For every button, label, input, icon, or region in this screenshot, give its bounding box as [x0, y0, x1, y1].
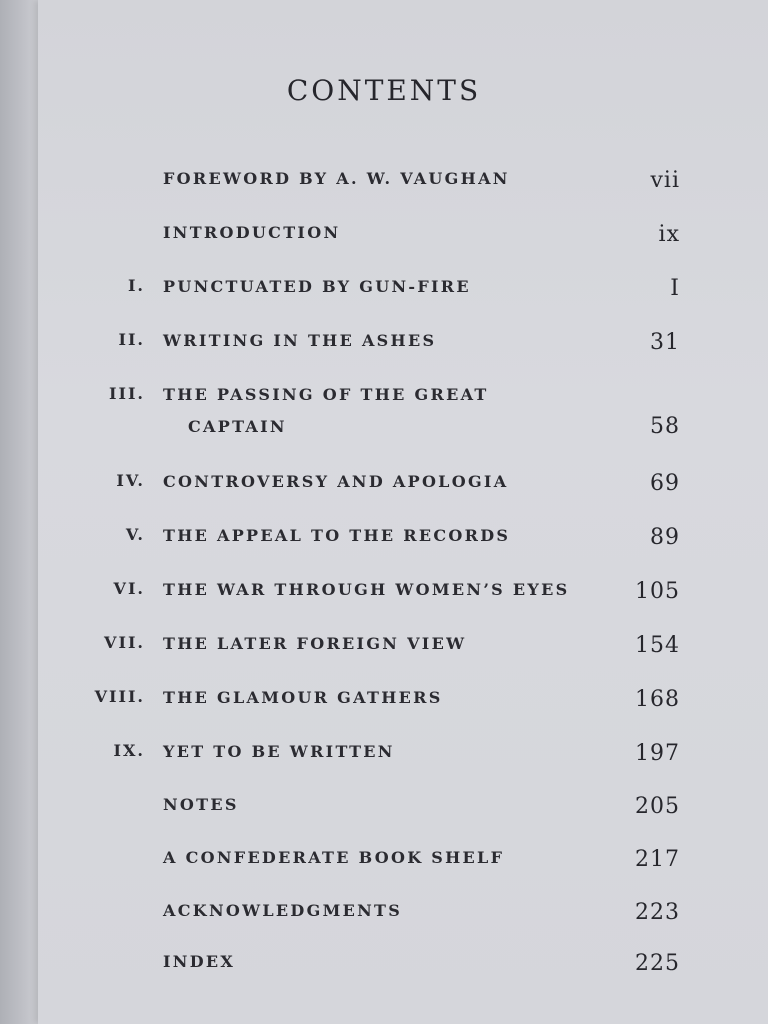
entry-title: THE APPEAL TO THE RECORDS — [163, 526, 511, 545]
entry-title: THE GLAMOUR GATHERS — [163, 688, 443, 707]
page-number: 31 — [650, 330, 680, 355]
entry-title: PUNCTUATED BY GUN-FIRE — [163, 277, 471, 296]
toc-entry-chapter-4 — [0, 471, 768, 511]
page-number: 223 — [635, 900, 680, 925]
toc-entry-index — [0, 951, 768, 991]
chapter-number: IX. — [113, 741, 145, 760]
chapter-number: V. — [125, 525, 145, 544]
toc-entry-chapter-1 — [0, 276, 768, 316]
chapter-number: VI. — [113, 579, 145, 598]
toc-entry-chapter-2 — [0, 330, 768, 370]
entry-title-line: THE PASSING OF THE GREAT — [163, 385, 489, 404]
contents-heading: CONTENTS — [286, 74, 482, 107]
page-number: 217 — [635, 847, 680, 872]
page-number: I — [670, 276, 680, 301]
toc-entry-chapter-7 — [0, 633, 768, 673]
entry-title-line: CAPTAIN — [188, 417, 287, 436]
toc-entry-foreword — [0, 168, 768, 208]
page-number: 154 — [635, 633, 680, 658]
toc-entry-introduction — [0, 222, 768, 262]
page-number: vii — [650, 168, 680, 193]
chapter-number: VII. — [104, 633, 145, 652]
entry-title: CONTROVERSY AND APOLOGIA — [163, 472, 509, 491]
page-number: 168 — [635, 687, 680, 712]
page-number: 89 — [650, 525, 680, 550]
page-number: 225 — [635, 951, 680, 976]
toc-entry-chapter-9 — [0, 741, 768, 781]
chapter-number: IV. — [116, 471, 145, 490]
page-number: 197 — [635, 741, 680, 766]
entry-title: A CONFEDERATE BOOK SHELF — [163, 848, 505, 867]
entry-title: THE WAR THROUGH WOMEN’S EYES — [163, 580, 570, 599]
page-number: 105 — [635, 579, 680, 604]
chapter-number: III. — [108, 384, 145, 403]
page-number: 205 — [635, 794, 680, 819]
chapter-number: VIII. — [94, 687, 145, 706]
toc-entry-chapter-8 — [0, 687, 768, 727]
entry-title — [163, 379, 489, 443]
toc-entry-chapter-5 — [0, 525, 768, 565]
toc-entry-acknowledgments — [0, 900, 768, 940]
toc-entry-book-shelf — [0, 847, 768, 887]
page-number: 58 — [650, 414, 680, 439]
page-number: ix — [658, 222, 680, 247]
entry-title: ACKNOWLEDGMENTS — [163, 901, 403, 920]
toc-entry-chapter-3 — [0, 384, 768, 444]
chapter-number: II. — [118, 330, 145, 349]
entry-title: INTRODUCTION — [163, 223, 341, 242]
toc-entry-notes — [0, 794, 768, 834]
entry-title: WRITING IN THE ASHES — [163, 331, 437, 350]
entry-title: YET TO BE WRITTEN — [163, 742, 395, 761]
page-number: 69 — [650, 471, 680, 496]
chapter-number: I. — [127, 276, 145, 295]
entry-title: FOREWORD BY A. W. VAUGHAN — [163, 169, 510, 188]
toc-entry-chapter-6 — [0, 579, 768, 619]
entry-title: THE LATER FOREIGN VIEW — [163, 634, 467, 653]
entry-title: NOTES — [163, 795, 239, 814]
entry-title: INDEX — [163, 952, 236, 971]
